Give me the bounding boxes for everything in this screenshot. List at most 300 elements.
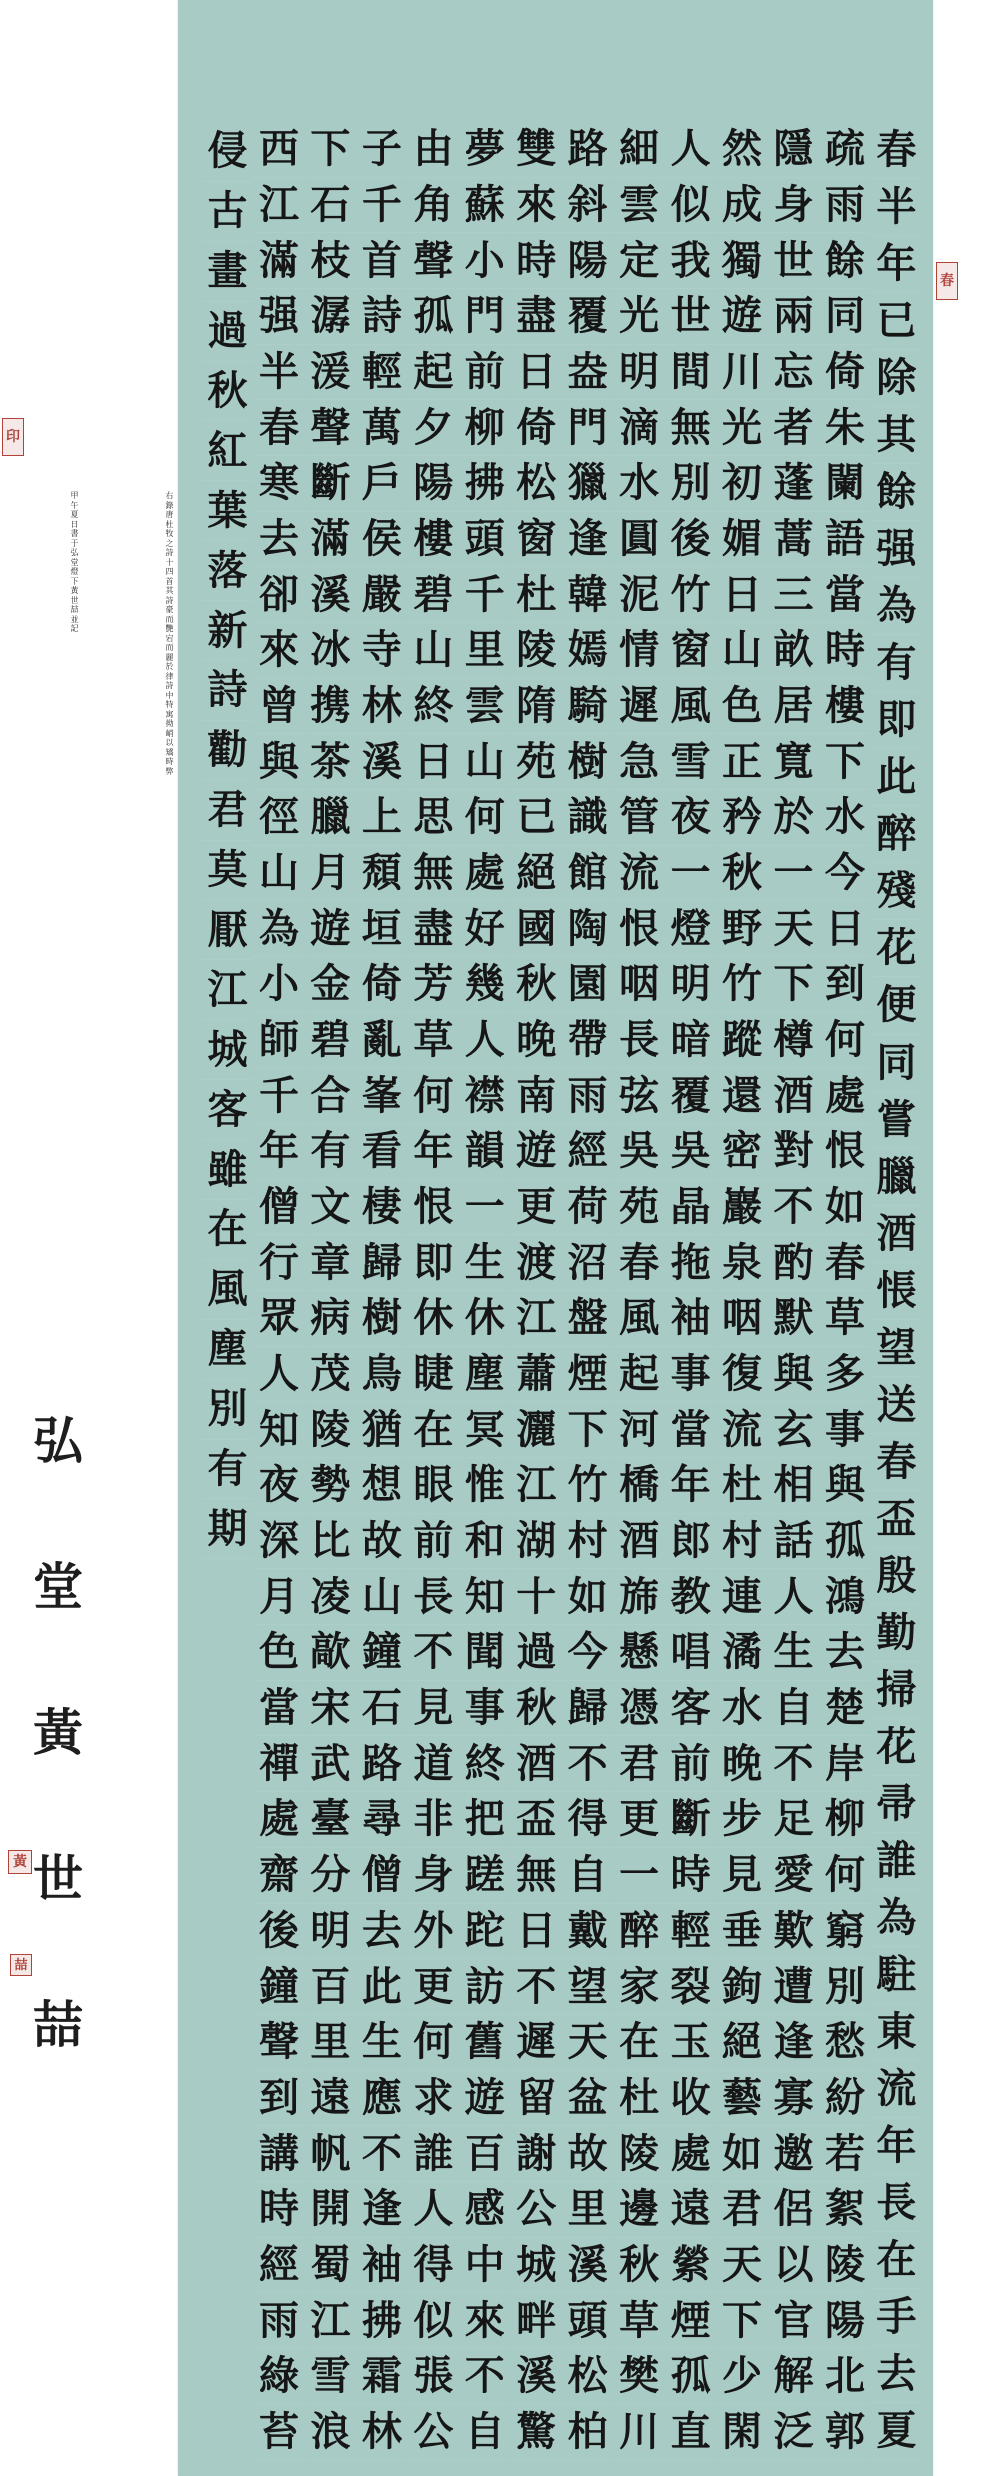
poem-character: 去 [871, 2346, 922, 2403]
inscription-column [165, 492, 174, 1282]
poem-character: 滿 [305, 512, 356, 568]
poem-character: 苑 [614, 1180, 665, 1236]
poem-character: 窮 [819, 1904, 870, 1960]
poem-character: 客 [202, 1080, 253, 1140]
poem-character: 小 [253, 957, 304, 1013]
poem-character: 盃 [871, 1491, 922, 1548]
poem-character: 駐 [871, 1947, 922, 2004]
poem-character: 者 [768, 400, 819, 456]
inscription-character: 杜 [165, 519, 174, 529]
poem-character: 去 [253, 512, 304, 568]
inscription-character: 書 [70, 529, 79, 538]
poem-character: 藝 [717, 2071, 768, 2127]
poem-character: 下 [305, 122, 356, 178]
poem-character: 講 [253, 2126, 304, 2182]
poem-character: 嘗 [871, 1092, 922, 1149]
poem-character: 臘 [871, 1149, 922, 1206]
poem-character: 勤 [871, 1605, 922, 1662]
poem-character: 在 [202, 1200, 253, 1260]
poem-character: 事 [665, 1347, 716, 1403]
poem-character: 里 [459, 623, 510, 679]
poem-character: 三 [768, 567, 819, 623]
poem-character: 誰 [408, 2126, 459, 2182]
poem-character: 一 [614, 1848, 665, 1904]
poem-character: 陶 [562, 901, 613, 957]
poem-character: 蹉 [459, 1848, 510, 1904]
inscription-character: 麗 [165, 652, 174, 662]
poem-column [871, 122, 922, 2460]
poem-character: 後 [253, 1904, 304, 1960]
poem-character: 眾 [253, 1291, 304, 1347]
poem-character: 帚 [871, 1776, 922, 1833]
poem-character: 風 [202, 1260, 253, 1320]
poem-character: 合 [305, 1068, 356, 1124]
poem-character: 跎 [459, 1904, 510, 1960]
poem-character: 千 [459, 567, 510, 623]
poem-character: 處 [665, 2126, 716, 2182]
poem-character: 急 [614, 734, 665, 790]
poem-character: 半 [253, 345, 304, 401]
poem-character: 文 [305, 1180, 356, 1236]
poem-character: 春 [253, 400, 304, 456]
poem-character: 咽 [717, 1291, 768, 1347]
poem-character: 寬 [768, 734, 819, 790]
poem-character: 知 [253, 1402, 304, 1458]
poem-character: 陽 [819, 2293, 870, 2349]
poem-character: 送 [871, 1377, 922, 1434]
poem-character: 寒 [253, 456, 304, 512]
poem-character: 解 [768, 2349, 819, 2405]
poem-character: 舊 [459, 2015, 510, 2071]
poem-character: 溪 [305, 567, 356, 623]
poem-character: 拂 [356, 2293, 407, 2349]
poem-character: 雪 [665, 734, 716, 790]
poem-character: 愁 [819, 2015, 870, 2071]
poem-character: 終 [408, 679, 459, 735]
poem-column [305, 122, 356, 2460]
poem-character: 夏 [871, 2403, 922, 2460]
poem-character: 酒 [511, 1736, 562, 1792]
poem-character: 松 [511, 456, 562, 512]
poem-character: 盎 [562, 345, 613, 401]
poem-character: 為 [871, 1890, 922, 1947]
poem-character: 盡 [511, 289, 562, 345]
inscription-character: 記 [70, 624, 79, 633]
poem-character: 即 [408, 1235, 459, 1291]
poem-character: 恨 [408, 1180, 459, 1236]
inscription-character: 喆 [70, 605, 79, 614]
poem-character: 戴 [562, 1904, 613, 1960]
poem-character: 下 [768, 957, 819, 1013]
poem-character: 花 [871, 920, 922, 977]
poem-character: 誰 [871, 1833, 922, 1890]
poem-character: 窗 [511, 512, 562, 568]
poem-character: 樹 [356, 1291, 407, 1347]
poem-character: 樓 [819, 679, 870, 735]
poem-character: 時 [819, 623, 870, 679]
poem-character: 起 [408, 345, 459, 401]
poem-character: 流 [717, 1402, 768, 1458]
poem-character: 綠 [253, 2349, 304, 2405]
poem-character: 今 [562, 1625, 613, 1681]
leading-seal: 春 [936, 262, 958, 300]
poem-character: 為 [253, 901, 304, 957]
poem-character: 正 [717, 734, 768, 790]
poem-character: 尋 [356, 1792, 407, 1848]
poem-character: 絕 [717, 2015, 768, 2071]
poem-character: 千 [356, 178, 407, 234]
poem-character: 覆 [665, 1068, 716, 1124]
poem-character: 復 [717, 1347, 768, 1403]
poem-character: 鐘 [253, 1959, 304, 2015]
poem-character: 卻 [253, 567, 304, 623]
inscription-character: 右 [165, 491, 174, 500]
poem-character: 强 [253, 289, 304, 345]
poem-character: 管 [614, 790, 665, 846]
poem-character: 此 [356, 1959, 407, 2015]
inscription-character: 寓 [165, 709, 174, 719]
poem-character: 直 [665, 2405, 716, 2461]
poem-character: 詩 [356, 289, 407, 345]
poem-character: 巖 [717, 1180, 768, 1236]
poem-character: 郎 [665, 1514, 716, 1570]
signature-character: 弘 [33, 1411, 83, 1470]
poem-character: 夜 [665, 790, 716, 846]
poem-character: 獵 [562, 456, 613, 512]
poem-character: 煙 [562, 1347, 613, 1403]
poem-character: 杜 [614, 2071, 665, 2127]
poem-character: 對 [768, 1124, 819, 1180]
poem-character: 帶 [562, 1013, 613, 1069]
poem-character: 起 [614, 1347, 665, 1403]
poem-character: 孤 [819, 1514, 870, 1570]
poem-character: 深 [253, 1514, 304, 1570]
poem-character: 生 [768, 1625, 819, 1681]
poem-character: 月 [305, 846, 356, 902]
poem-character: 凌 [305, 1569, 356, 1625]
poem-column [356, 122, 407, 2460]
poem-character: 日 [408, 734, 459, 790]
poem-character: 風 [614, 1291, 665, 1347]
poem-character: 愛 [768, 1848, 819, 1904]
poem-character: 湖 [511, 1514, 562, 1570]
poem-character: 逢 [562, 512, 613, 568]
poem-character: 到 [819, 957, 870, 1013]
poem-column [408, 122, 459, 2460]
poem-character: 蘇 [459, 178, 510, 234]
poem-character: 下 [819, 734, 870, 790]
poem-character: 在 [871, 2232, 922, 2289]
poem-character: 一 [459, 1180, 510, 1236]
poem-character: 同 [871, 1035, 922, 1092]
poem-character: 郭 [819, 2405, 870, 2461]
poem-character: 倚 [356, 957, 407, 1013]
poem-character: 春 [871, 1434, 922, 1491]
poem-column [562, 122, 613, 2460]
poem-character: 窗 [665, 623, 716, 679]
poem-character: 休 [408, 1291, 459, 1347]
poem-character: 林 [356, 2405, 407, 2461]
poem-character: 一 [768, 846, 819, 902]
poem-character: 吳 [665, 1124, 716, 1180]
poem-character: 千 [253, 1068, 304, 1124]
poem-character: 楚 [819, 1681, 870, 1737]
poem-character: 渡 [511, 1235, 562, 1291]
poem-character: 溪 [562, 2238, 613, 2294]
artist-signature [28, 1368, 88, 2098]
poem-character: 林 [356, 679, 407, 735]
poem-character: 明 [305, 1904, 356, 1960]
poem-character: 事 [459, 1681, 510, 1737]
poem-character: 便 [871, 977, 922, 1034]
poem-character: 里 [305, 2015, 356, 2071]
poem-character: 垂 [717, 1904, 768, 1960]
signature-character: 堂 [33, 1557, 83, 1616]
poem-character: 詩 [202, 661, 253, 721]
poem-character: 年 [871, 236, 922, 293]
inscription-character: 弘 [70, 548, 79, 557]
poem-character: 沼 [562, 1235, 613, 1291]
poem-character: 幾 [459, 957, 510, 1013]
poem-character: 灑 [511, 1402, 562, 1458]
poem-character: 松 [562, 2349, 613, 2405]
poem-character: 外 [408, 1904, 459, 1960]
poem-character: 城 [202, 1020, 253, 1080]
poem-character: 溪 [511, 2349, 562, 2405]
poem-character: 滿 [253, 233, 304, 289]
poem-character: 世 [768, 233, 819, 289]
poem-character: 盆 [562, 2071, 613, 2127]
poem-character: 除 [871, 350, 922, 407]
signature-seal: 黃 [8, 1850, 32, 1874]
poem-character: 水 [819, 790, 870, 846]
poem-character: 矜 [717, 790, 768, 846]
poem-character: 縈 [665, 2238, 716, 2294]
poem-character: 晚 [511, 1013, 562, 1069]
poem-character: 酒 [614, 1514, 665, 1570]
poem-character: 人 [459, 1013, 510, 1069]
poem-character: 處 [819, 1068, 870, 1124]
poem-character: 雨 [253, 2293, 304, 2349]
poem-character: 帆 [305, 2126, 356, 2182]
poem-character: 野 [717, 901, 768, 957]
poem-character: 燈 [665, 901, 716, 957]
poem-character: 如 [717, 2126, 768, 2182]
poem-character: 官 [768, 2293, 819, 2349]
poem-character: 玄 [768, 1402, 819, 1458]
poem-character: 長 [614, 1013, 665, 1069]
poem-character: 不 [356, 2126, 407, 2182]
poem-character: 非 [408, 1792, 459, 1848]
poem-character: 邊 [614, 2182, 665, 2238]
poem-character: 相 [768, 1458, 819, 1514]
poem-character: 河 [614, 1402, 665, 1458]
poem-character: 過 [511, 1625, 562, 1681]
poem-character: 留 [511, 2071, 562, 2127]
poem-character: 泥 [614, 567, 665, 623]
poem-character: 葉 [202, 481, 253, 541]
inscription-character: 首 [165, 576, 174, 586]
poem-character: 江 [511, 1291, 562, 1347]
poem-character: 竹 [717, 957, 768, 1013]
poem-character: 憑 [614, 1681, 665, 1737]
inscription-character: 下 [70, 576, 79, 586]
poem-character: 門 [459, 289, 510, 345]
poem-character: 鴻 [819, 1569, 870, 1625]
poem-character: 隱 [768, 122, 819, 178]
poem-character: 得 [562, 1792, 613, 1848]
poem-character: 荷 [562, 1180, 613, 1236]
poem-character: 流 [614, 846, 665, 902]
poem-character: 勢 [305, 1458, 356, 1514]
poem-character: 泉 [717, 1235, 768, 1291]
poem-character: 暗 [665, 1013, 716, 1069]
poem-character: 悵 [871, 1263, 922, 1320]
poem-character: 冰 [305, 623, 356, 679]
poem-character: 斷 [305, 456, 356, 512]
poem-character: 間 [665, 345, 716, 401]
poem-character: 日 [511, 345, 562, 401]
poem-character: 家 [614, 1959, 665, 2015]
poem-character: 連 [717, 1569, 768, 1625]
poem-character: 蜀 [305, 2238, 356, 2294]
poem-character: 何 [408, 1068, 459, 1124]
poem-character: 還 [717, 1068, 768, 1124]
poem-character: 輕 [665, 1904, 716, 1960]
poem-character: 不 [511, 1959, 562, 2015]
poem-character: 江 [305, 2293, 356, 2349]
poem-character: 開 [305, 2182, 356, 2238]
poem-character: 無 [408, 846, 459, 902]
poem-character: 杜 [717, 1458, 768, 1514]
poem-character: 殘 [871, 863, 922, 920]
poem-character: 盤 [562, 1291, 613, 1347]
poem-character: 密 [717, 1124, 768, 1180]
poem-character: 逢 [768, 2015, 819, 2071]
poem-character: 此 [871, 749, 922, 806]
poem-column [202, 122, 253, 2460]
poem-character: 當 [253, 1681, 304, 1737]
poem-character: 北 [819, 2349, 870, 2405]
poem-character: 事 [819, 1402, 870, 1458]
poem-character: 似 [408, 2293, 459, 2349]
inscription-character: 其 [165, 586, 174, 595]
poem-character: 十 [511, 1569, 562, 1625]
poem-character: 有 [871, 635, 922, 692]
inscription-character: 於 [165, 662, 174, 671]
poem-character: 茶 [305, 734, 356, 790]
poem-character: 子 [356, 122, 407, 178]
inscription-character: 世 [70, 595, 79, 605]
poem-character: 遊 [717, 289, 768, 345]
poem-character: 夢 [459, 122, 510, 178]
poem-character: 鉤 [717, 1959, 768, 2015]
inscription-character: 弊 [165, 766, 174, 776]
poem-character: 比 [305, 1514, 356, 1570]
poem-character: 何 [819, 1848, 870, 1904]
poem-character: 遭 [768, 1959, 819, 2015]
inscription-character: 日 [70, 519, 79, 529]
poem-character: 殷 [871, 1548, 922, 1605]
poem-character: 玉 [665, 2015, 716, 2071]
poem-character: 闌 [819, 456, 870, 512]
poem-character: 多 [819, 1347, 870, 1403]
poem-character: 求 [408, 2071, 459, 2127]
poem-character: 當 [819, 567, 870, 623]
poem-character: 時 [511, 233, 562, 289]
poem-character: 別 [665, 456, 716, 512]
poem-character: 更 [511, 1180, 562, 1236]
poem-character: 故 [356, 1514, 407, 1570]
poem-character: 更 [614, 1792, 665, 1848]
poem-character: 泛 [768, 2405, 819, 2461]
poem-character: 秋 [717, 846, 768, 902]
poem-character: 下 [717, 2293, 768, 2349]
poem-character: 明 [665, 957, 716, 1013]
poem-character: 棲 [356, 1180, 407, 1236]
poem-character: 前 [665, 1736, 716, 1792]
poem-character: 山 [253, 846, 304, 902]
inscription-column [70, 492, 79, 1282]
poem-character: 唱 [665, 1625, 716, 1681]
poem-character: 袖 [356, 2238, 407, 2294]
poem-character: 角 [408, 178, 459, 234]
poem-character: 客 [665, 1681, 716, 1737]
poem-character: 樓 [408, 512, 459, 568]
poem-character: 謝 [511, 2126, 562, 2182]
poem-character: 門 [562, 400, 613, 456]
poem-character: 與 [819, 1458, 870, 1514]
poem-character: 後 [665, 512, 716, 568]
poem-character: 路 [562, 122, 613, 178]
poem-character: 居 [768, 679, 819, 735]
inscription-character: 甲 [70, 491, 79, 500]
poem-character: 徑 [253, 790, 304, 846]
poem-character: 裂 [665, 1959, 716, 2015]
poem-character: 斷 [665, 1792, 716, 1848]
poem-character: 生 [459, 1235, 510, 1291]
poem-character: 畝 [768, 623, 819, 679]
poem-character: 寡 [768, 2071, 819, 2127]
poem-character: 君 [202, 781, 253, 841]
poem-character: 城 [511, 2238, 562, 2294]
poem-character: 懸 [614, 1625, 665, 1681]
poem-character: 古 [202, 182, 253, 242]
poem-character: 陵 [819, 2238, 870, 2294]
inscription-character: 特 [165, 700, 174, 709]
poem-character: 川 [717, 345, 768, 401]
poem-character: 秋 [511, 1681, 562, 1737]
poem-character: 語 [819, 512, 870, 568]
poem-character: 雲 [459, 679, 510, 735]
poem-character: 亂 [356, 1013, 407, 1069]
poem-character: 何 [819, 1013, 870, 1069]
poem-character: 酒 [871, 1206, 922, 1263]
poem-character: 流 [871, 2061, 922, 2118]
poem-character: 石 [305, 178, 356, 234]
poem-character: 陵 [305, 1402, 356, 1458]
poem-character: 畫 [202, 242, 253, 302]
poem-character: 見 [717, 1848, 768, 1904]
poem-character: 經 [253, 2238, 304, 2294]
poem-character: 訪 [459, 1959, 510, 2015]
poem-character: 紛 [819, 2071, 870, 2127]
poem-character: 過 [202, 302, 253, 362]
poem-character: 已 [871, 293, 922, 350]
poem-character: 如 [562, 1569, 613, 1625]
poem-character: 身 [768, 178, 819, 234]
poem-character: 歸 [562, 1681, 613, 1737]
